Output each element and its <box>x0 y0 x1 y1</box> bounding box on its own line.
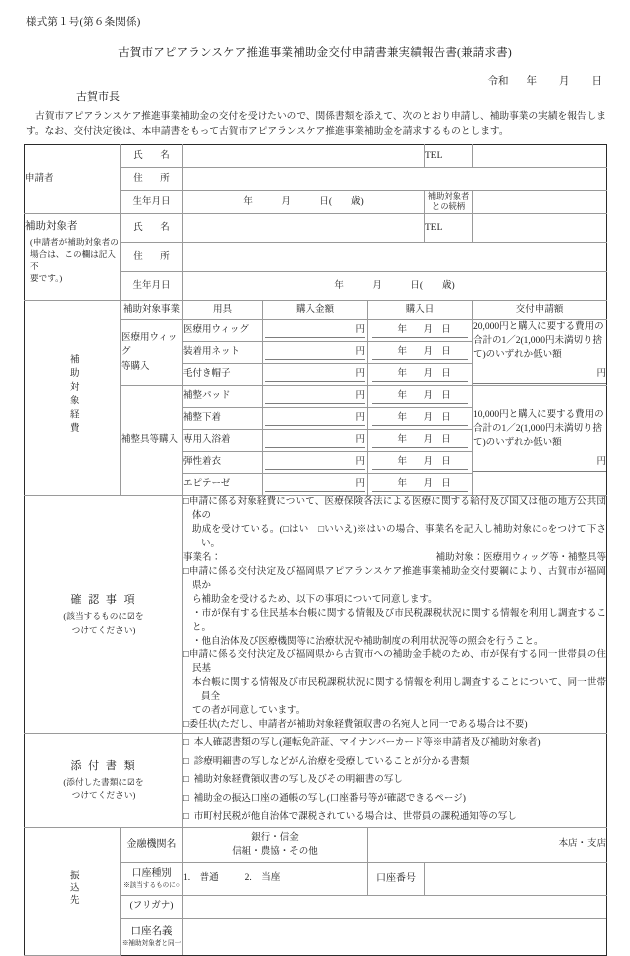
attachment-item[interactable]: □ 補助対象経費領収書の写し及びその明細書の写し <box>183 775 403 786</box>
subsidy-target-label: 補助対象：医療用ウィッグ等・補整具等 <box>435 552 606 563</box>
beneficiary-birth-input[interactable]: 年 月 日( 歳) <box>183 272 607 301</box>
confirmation-row <box>25 496 607 734</box>
expense-tool: 装着用ネット <box>183 342 263 364</box>
confirmation-bullet-2: ・他自治体及び医療機関等に治療状況や補助制度の利用状況等の照会を行うこと。 <box>192 636 544 647</box>
expense-date-input[interactable]: 年 月 日 <box>368 474 473 496</box>
expenses-header-row <box>25 301 607 320</box>
confirmation-items[interactable] <box>183 496 607 734</box>
application-table <box>24 144 607 956</box>
account-name-input[interactable] <box>183 918 607 955</box>
intro-paragraph: 古賀市アピアランスケア推進事業補助金の交付を受けたいので、関係書類を添えて、次のとおり申請し、補助事業の実績を報告します。なお、交付決定後は、本申請書をもって古賀市アピアランスケア推進事業補助金を請求するものとします。 <box>26 111 606 138</box>
applicant-address-input[interactable] <box>183 168 607 191</box>
business-name-label: 事業名： <box>183 552 222 563</box>
expense-tool: エピテーゼ <box>183 474 263 496</box>
addressee: 古賀市長 <box>76 91 120 103</box>
expenses-col-amount: 購入金額 <box>263 301 368 320</box>
account-type-option-toza[interactable]: 2. 当座 <box>244 873 281 884</box>
expense-amount-input[interactable]: 円 <box>263 320 368 342</box>
account-number-label: 口座番号 <box>368 862 425 895</box>
confirmation-item-2[interactable]: □申請に係る交付決定及び福岡県アピアランスケア推進事業補助金交付要綱により、古賀市が福岡県か ら補助金を受けるため、以下の事項について同意します。 <box>183 566 606 605</box>
checkbox-icon[interactable]: □ <box>183 812 189 823</box>
checkbox-icon[interactable]: □ <box>183 775 189 786</box>
beneficiary-note: (申請者が補助対象者の 場合は、この欄は記入不 要です。) <box>30 237 119 284</box>
account-number-input[interactable] <box>425 862 607 895</box>
date-era: 令和 <box>487 76 509 87</box>
checkbox-icon[interactable]: □ <box>183 738 189 749</box>
checkbox-icon[interactable]: □ <box>183 793 189 804</box>
applicant-tel-label: TEL <box>425 145 473 168</box>
expenses-col-tool: 用具 <box>183 301 263 320</box>
expenses-col-grant: 交付申請額 <box>473 301 607 320</box>
account-type-option-futsu[interactable]: 1. 普通 <box>183 873 219 884</box>
expense-tool: 毛付き帽子 <box>183 364 263 386</box>
furigana-label: (フリガナ) <box>121 895 183 918</box>
confirmation-item-4[interactable]: □委任状(ただし、申請者が補助対象経費領収書の名宛人と同一である場合は不要) <box>183 720 528 731</box>
applicant-address-label: 住 所 <box>121 168 183 191</box>
bank-label: 振込先 <box>25 827 121 955</box>
beneficiary-name-label: 氏 名 <box>121 214 183 243</box>
expense-date-input[interactable]: 年 月 日 <box>368 364 473 386</box>
expense-date-input[interactable]: 年 月 日 <box>368 430 473 452</box>
page-title: 古賀市アピアランスケア推進事業補助金交付申請書兼実績報告書(兼請求書) <box>118 47 512 59</box>
confirmation-item-1[interactable]: □申請に係る対象経費について、医療保険各法による医療に関する給付及び国又は他の地方公共団体の 助成を受けている。(□はい □いいえ)※はいの場合、事業名を記入し補助対象に○をつけて下さい。 <box>183 497 606 549</box>
applicant-name-input[interactable] <box>183 145 425 168</box>
expense-amount-input[interactable]: 円 <box>263 342 368 364</box>
attachments-label: 添 付 書 類 (添付した書類に☑を つけてください) <box>25 734 183 828</box>
expense-date-input[interactable]: 年 月 日 <box>368 452 473 474</box>
account-type-label: 口座種別 ※該当するものに○ <box>121 862 183 895</box>
account-name-note: ※補助対象者と同一 <box>121 940 182 948</box>
account-name-label: 口座名義 ※補助対象者と同一 <box>121 918 183 955</box>
bank-institution-row <box>25 827 607 862</box>
bank-branch-input[interactable]: 本店・支店 <box>368 827 607 862</box>
expense-tool: 専用入浴着 <box>183 430 263 452</box>
expense-amount-input[interactable]: 円 <box>263 430 368 452</box>
attachments-row <box>25 734 607 828</box>
expenses-col-date: 購入日 <box>368 301 473 320</box>
beneficiary-name-row <box>25 214 607 243</box>
expense-grant-pad[interactable]: 10,000円と購入に要する費用の合計の1／2(1,000円未満切り捨て)のいずれか低い額 円 <box>473 386 607 496</box>
applicant-label: 申請者 <box>25 145 121 214</box>
applicant-relation-input[interactable] <box>473 191 607 214</box>
expense-grant-wig[interactable]: 20,000円と購入に要する費用の合計の1／2(1,000円未満切り捨て)のいずれか低い額 円 <box>473 320 607 386</box>
beneficiary-name-input[interactable] <box>183 214 425 243</box>
expense-tool: 医療用ウィッグ <box>183 320 263 342</box>
checkbox-icon[interactable]: □ <box>183 756 189 767</box>
attachment-item[interactable]: □ 市町村民税が他自治体で課税されている場合は、世帯員の課税通知等の写し <box>183 812 517 823</box>
beneficiary-label: 補助対象者 (申請者が補助対象者の 場合は、この欄は記入不 要です。) <box>25 214 121 301</box>
expense-amount-input[interactable]: 円 <box>263 452 368 474</box>
bank-institution-input[interactable]: 銀行・信金 信組・農協・その他 <box>183 827 368 862</box>
expense-business-wig: 医療用ウィッグ 等購入 <box>121 320 183 386</box>
expense-date-input[interactable]: 年 月 日 <box>368 408 473 430</box>
expense-tool: 補整パッド <box>183 386 263 408</box>
expenses-label: 補助対象経費 <box>25 301 121 496</box>
form-number: 様式第１号(第６条関係) <box>26 17 141 28</box>
applicant-birth-input[interactable]: 年 月 日( 歳) <box>183 191 425 214</box>
expense-amount-input[interactable]: 円 <box>263 386 368 408</box>
beneficiary-birth-label: 生年月日 <box>121 272 183 301</box>
furigana-input[interactable] <box>183 895 607 918</box>
beneficiary-tel-label: TEL <box>425 214 473 243</box>
applicant-relation-label: 補助対象者 との続柄 <box>425 191 473 214</box>
date-month: 月 <box>559 76 570 87</box>
confirmation-bullet-1: ・市が保有する住民基本台帳に関する情報及び市民税課税状況に関する情報を利用し調査すること。 <box>192 608 606 633</box>
expense-amount-input[interactable]: 円 <box>263 364 368 386</box>
date-year: 年 <box>526 76 537 87</box>
expense-amount-input[interactable]: 円 <box>263 408 368 430</box>
expense-business-pad: 補整具等購入 <box>121 386 183 496</box>
attachments-list[interactable] <box>183 734 607 828</box>
expense-date-input[interactable]: 年 月 日 <box>368 386 473 408</box>
expenses-col-business: 補助対象事業 <box>121 301 183 320</box>
expense-date-input[interactable]: 年 月 日 <box>368 342 473 364</box>
account-type-note: ※該当するものに○ <box>123 881 180 889</box>
applicant-birth-label: 生年月日 <box>121 191 183 214</box>
beneficiary-address-label: 住 所 <box>121 243 183 272</box>
beneficiary-address-input[interactable] <box>183 243 607 272</box>
date-day: 日 <box>591 76 602 87</box>
bank-institution-label: 金融機関名 <box>121 827 183 862</box>
attachment-item[interactable]: □ 補助金の振込口座の通帳の写し(口座番号等が確認できるページ) <box>183 793 466 804</box>
expense-tool: 補整下着 <box>183 408 263 430</box>
confirmation-business-row[interactable] <box>183 552 606 566</box>
beneficiary-tel-input[interactable] <box>473 214 607 243</box>
applicant-tel-input[interactable] <box>473 145 607 168</box>
submission-date <box>488 75 603 89</box>
applicant-name-row <box>25 145 607 168</box>
confirmation-label: 確 認 事 項 (該当するものに☑を つけてください) <box>25 496 183 734</box>
applicant-name-label: 氏 名 <box>121 145 183 168</box>
attachment-item[interactable]: □ 診療明細書の写しなどがん治療を受療していることが分かる書類 <box>183 756 470 767</box>
expense-date-input[interactable]: 年 月 日 <box>368 320 473 342</box>
confirmation-item-3[interactable]: □申請に係る交付決定及び福岡県から古賀市への補助金手続のため、市が保有する同一世帯員の住民基 本台帳に関する情報及び市民税課税状況に関する情報を利用し調査することについて、同一世帯員全 ての者が同意しています。 <box>183 650 606 717</box>
expense-amount-input[interactable]: 円 <box>263 474 368 496</box>
attachment-item[interactable]: □ 本人確認書類の写し(運転免許証、マイナンバーカード等※申請者及び補助対象者) <box>183 738 541 749</box>
account-type-options[interactable] <box>183 862 368 895</box>
expense-tool: 弾性着衣 <box>183 452 263 474</box>
